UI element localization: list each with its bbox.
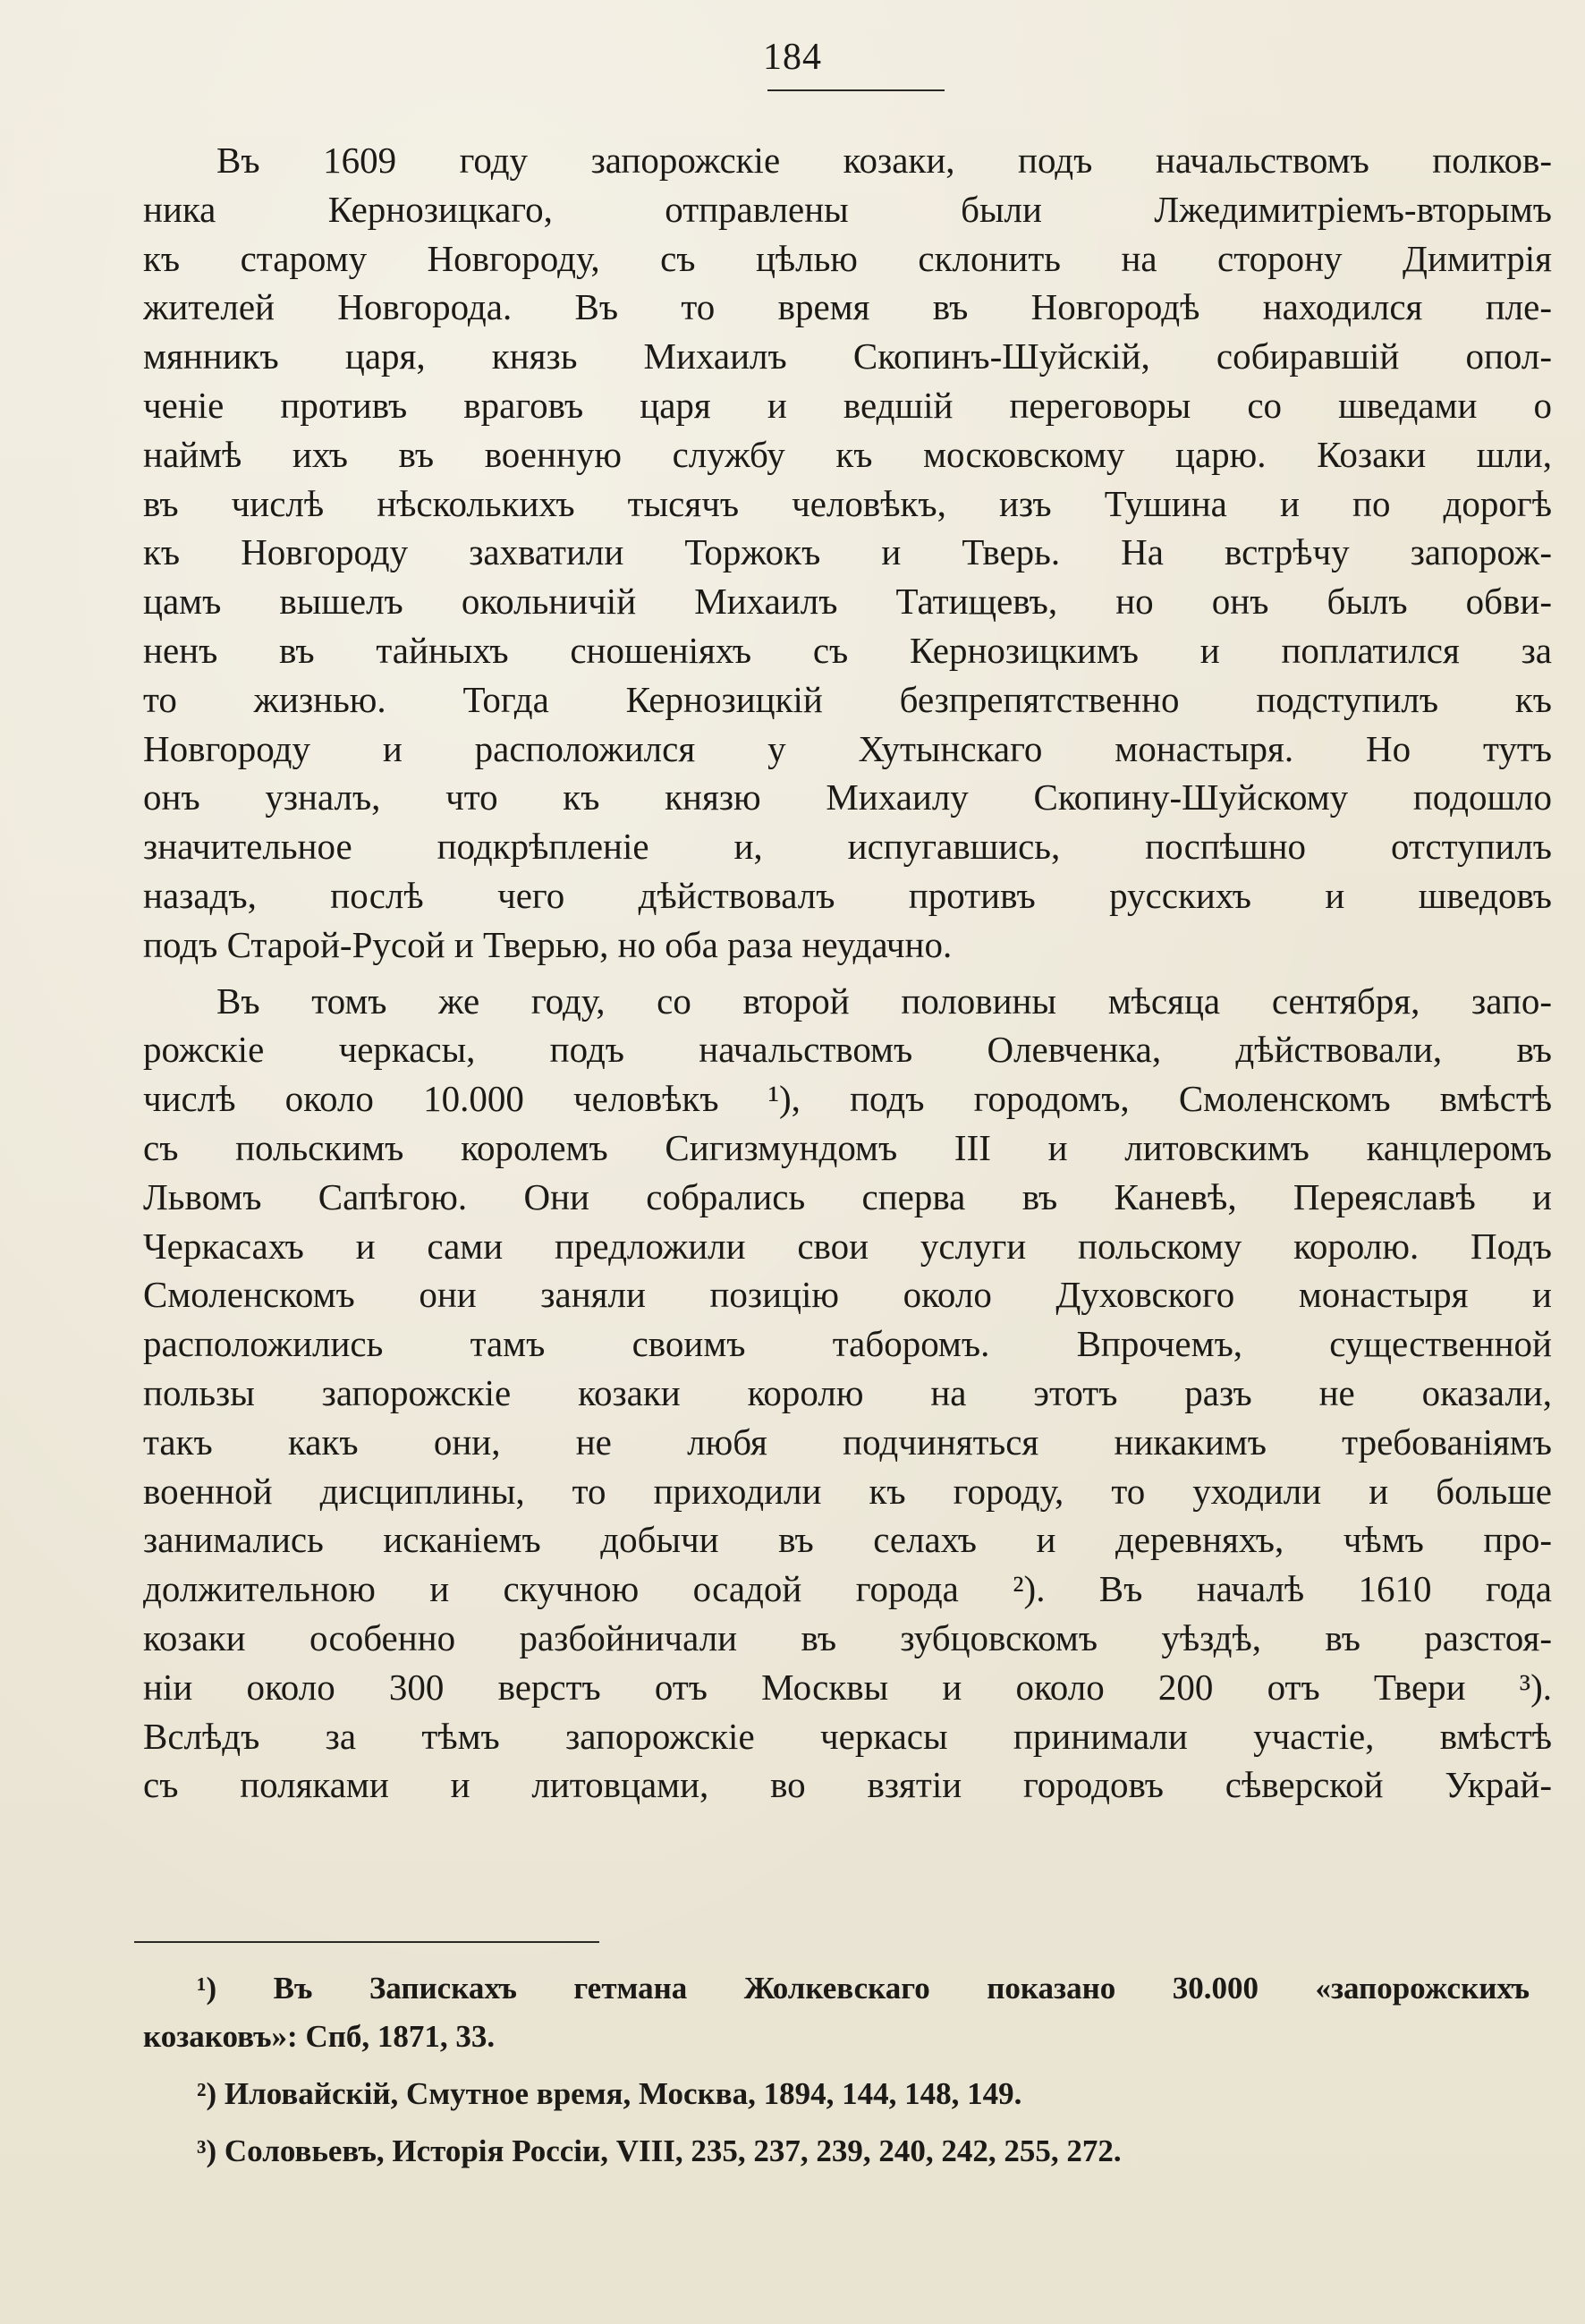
text-line: Вслѣдъ за тѣмъ запорожскіе черкасы принимали участіе, вмѣстѣ	[143, 1715, 1552, 1757]
text-line: къ старому Новгороду, съ цѣлью склонить на сторону Димитрія	[143, 237, 1552, 279]
body-text	[143, 136, 1552, 1810]
paragraph-1	[143, 136, 1552, 970]
paragraph-2	[143, 977, 1552, 1811]
footnotes	[143, 1964, 1530, 2176]
text-line: пользы запорожскіе козаки королю на этотъ разъ не оказали,	[143, 1371, 1552, 1413]
text-line: цамъ вышелъ окольничій Михаилъ Татищевъ, но онъ былъ обви-	[143, 581, 1552, 623]
text-line: онъ узналъ, что къ князю Михаилу Скопину-Шуйскому подошло	[143, 776, 1552, 818]
text-line: рожскіе черкасы, подъ начальствомъ Олевченка, дѣйствовали, въ	[143, 1029, 1552, 1071]
text-line: ника Кернозицкаго, отправлены были Лжедимитріемъ-вторымъ	[143, 188, 1552, 230]
text-line: ненъ въ тайныхъ сношеніяхъ съ Кернозицкимъ и поплатился за	[143, 629, 1552, 671]
text-line: жителей Новгорода. Въ то время въ Новгородѣ находился пле-	[143, 286, 1552, 328]
text-line: съ польскимъ королемъ Сигизмундомъ III и литовскимъ канцлеромъ	[143, 1126, 1552, 1168]
text-line: расположились тамъ своимъ таборомъ. Впрочемъ, существенной	[143, 1323, 1552, 1365]
text-line: должительною и скучною осадой города ²). Въ началѣ 1610 года	[143, 1568, 1552, 1610]
text-line: къ Новгороду захватили Торжокъ и Тверь. На встрѣчу запорож-	[143, 531, 1552, 573]
text-line: подъ Старой-Русой и Тверью, но оба раза неудачно.	[143, 923, 953, 965]
text-line: военной дисциплины, то приходили къ городу, то уходили и больше	[143, 1470, 1552, 1512]
text-line: то жизнью. Тогда Кернозицкій безпрепятственно подступилъ къ	[143, 678, 1552, 720]
text-line: Черкасахъ и сами предложили свои услуги польскому королю. Подъ	[143, 1225, 1552, 1267]
text-line: ніи около 300 верстъ отъ Москвы и около 200 отъ Твери ³).	[143, 1666, 1552, 1708]
text-line: Въ 1609 году запорожскіе козаки, подъ начальствомъ полков-	[216, 140, 1552, 181]
footnote-2	[143, 2070, 1530, 2118]
footnote-line: ¹) Въ Запискахъ гетмана Жолкевскаго показано 30.000 «запорожскихъ	[197, 1971, 1530, 2006]
footnote-line: козаковъ»: Спб, 1871, 33.	[143, 2019, 496, 2054]
text-line: числѣ около 10.000 человѣкъ ¹), подъ городомъ, Смоленскомъ вмѣстѣ	[143, 1078, 1552, 1120]
text-line: назадъ, послѣ чего дѣйствовалъ противъ русскихъ и шведовъ	[143, 874, 1552, 916]
footnote-1	[143, 1964, 1530, 2061]
footnote-gap	[143, 2061, 1530, 2070]
text-line: мянникъ царя, князь Михаилъ Скопинъ-Шуйскій, собиравшій опол-	[143, 335, 1552, 377]
footnote-line: ²) Иловайскій, Смутное время, Москва, 1894, 144, 148, 149.	[197, 2076, 1022, 2111]
text-line: въ числѣ нѣсколькихъ тысячъ человѣкъ, изъ Тушина и по дорогѣ	[143, 482, 1552, 524]
text-line: съ поляками и литовцами, во взятіи городовъ сѣверской Украй-	[143, 1764, 1552, 1806]
text-line: ченіе противъ враговъ царя и ведшій переговоры со шведами о	[143, 384, 1552, 426]
page-number-rule	[767, 89, 945, 91]
paragraph-gap	[143, 970, 1552, 977]
text-line: козаки особенно разбойничали въ зубцовскомъ уѣздѣ, въ разстоя-	[143, 1616, 1552, 1658]
text-line: такъ какъ они, не любя подчиняться никакимъ требованіямъ	[143, 1421, 1552, 1463]
text-line: Львомъ Сапѣгою. Они собрались сперва въ Каневѣ, Переяславѣ и	[143, 1175, 1552, 1217]
footnote-gap	[143, 2118, 1530, 2127]
footnote-3	[143, 2127, 1530, 2176]
footnote-rule	[134, 1941, 599, 1943]
text-line: Новгороду и расположился у Хутынскаго монастыря. Но тутъ	[143, 727, 1552, 769]
page-number: 184	[763, 37, 822, 78]
text-line: занимались исканіемъ добычи въ селахъ и деревняхъ, чѣмъ про-	[143, 1519, 1552, 1561]
text-line: наймѣ ихъ въ военную службу къ московскому царю. Козаки шли,	[143, 433, 1552, 475]
text-line: значительное подкрѣпленіе и, испугавшись, поспѣшно отступилъ	[143, 826, 1552, 868]
text-line: Въ томъ же году, со второй половины мѣсяца сентября, запо-	[216, 980, 1552, 1022]
footnote-line: ³) Соловьевъ, Исторія Россіи, VIII, 235, 237, 239, 240, 242, 255, 272.	[197, 2133, 1122, 2168]
text-line: Смоленскомъ они заняли позицію около Духовского монастыря и	[143, 1274, 1552, 1316]
